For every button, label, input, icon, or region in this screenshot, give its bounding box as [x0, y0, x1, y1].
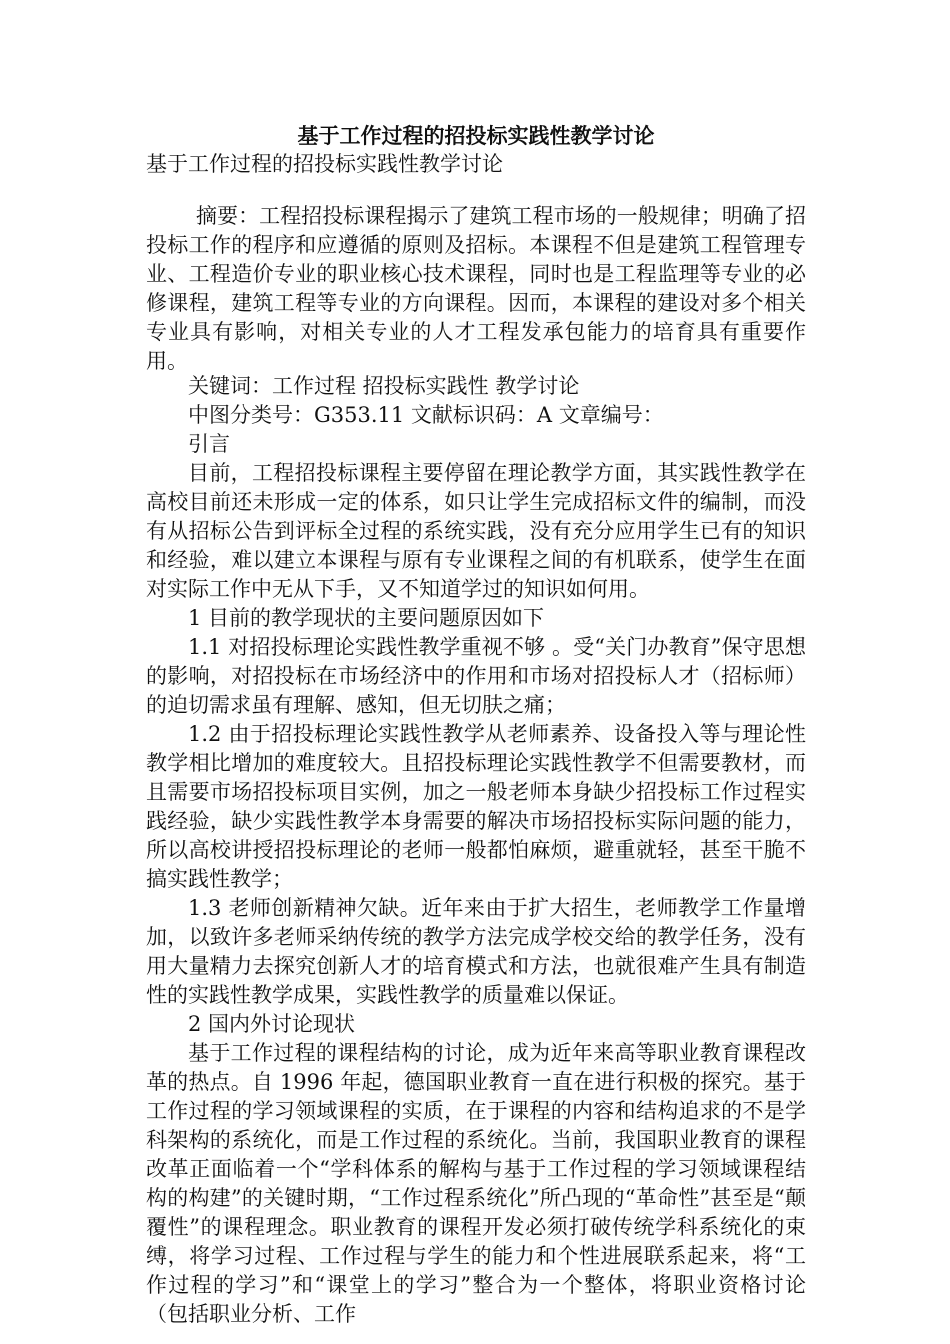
body-content [146, 372, 806, 1329]
section-2-paragraph: 基于工作过程的课程结构的讨论，成为近年来高等职业教育课程改革的热点。自 1996 年起，德国职业教育一直在进行积极的探究。基于工作过程的学习领域课程的实质，在于课程的内容和结构追求的不是学科架构的系统化，而是工作过程的系统化。当前，我国职业教育的课程改革正面临着一个“学科体系的解构与基于工作过程的学习领域课程结构的构建”的关键时期，“工作过程系统化”所凸现的“革命性”甚至是“颠覆性”的课程理念。职业教育的课程开发必须打破传统学科系统化的束缚，将学习过程、工作过程与学生的能力和个性进展联系起来，将“工作过程的学习”和“课堂上的学习”整合为一个整体，将职业资格讨论（包括职业分析、工作 [146, 1041, 806, 1326]
document-subtitle: 基于工作过程的招投标实践性教学讨论 [146, 152, 503, 176]
section-1-heading: 1 目前的教学现状的主要问题原因如下 [188, 606, 545, 630]
section-1-3-paragraph: 1.3 老师创新精神欠缺。近年来由于扩大招生，老师教学工作量增加，以致许多老师采纳传统的教学方法完成学校交给的教学任务，没有用大量精力去探究创新人才的培育模式和方法，也就很难产生具有制造性的实践性教学成果，实践性教学的质量难以保证。 [146, 896, 806, 1007]
section-2-heading: 2 国内外讨论现状 [188, 1012, 356, 1036]
classification-line: 中图分类号：G353.11 文献标识码：A 文章编号： [188, 403, 664, 427]
abstract-paragraph: 摘要：工程招投标课程揭示了建筑工程市场的一般规律；明确了招投标工作的程序和应遵循的原则及招标。本课程不但是建筑工程管理专业、工程造价专业的职业核心技术课程，同时也是工程监理等专业的必修课程，建筑工程等专业的方向课程。因而，本课程的建设对多个相关专业具有影响，对相关专业的人才工程发承包能力的培育具有重要作用。 [146, 204, 806, 373]
intro-paragraph: 目前，工程招投标课程主要停留在理论教学方面，其实践性教学在高校目前还未形成一定的体系，如只让学生完成招标文件的编制，而没有从招标公告到评标全过程的系统实践，没有充分应用学生已有的知识和经验，难以建立本课程与原有专业课程之间的有机联系，使学生在面对实际工作中无从下手，又不知道学过的知识如何用。 [146, 461, 806, 601]
section-1-1-paragraph: 1.1 对招投标理论实践性教学重视不够 。受“关门办教育”保守思想的影响，对招投标在市场经济中的作用和市场对招投标人才（招标师）的迫切需求虽有理解、感知，但无切肤之痛； [146, 635, 806, 717]
document-title: 基于工作过程的招投标实践性教学讨论 [297, 124, 655, 148]
intro-heading: 引言 [188, 432, 230, 456]
section-1-2-paragraph: 1.2 由于招投标理论实践性教学从老师素养、设备投入等与理论性教学相比增加的难度较大。且招投标理论实践性教学不但需要教材，而且需要市场招投标项目实例，加之一般老师本身缺少招投标工作过程实践经验，缺少实践性教学本身需要的解决市场招投标实际问题的能力，所以高校讲授招投标理论的老师一般都怕麻烦，避重就轻，甚至干脆不搞实践性教学； [146, 722, 806, 891]
keywords-line: 关键词：工作过程 招投标实践性 教学讨论 [188, 374, 580, 398]
